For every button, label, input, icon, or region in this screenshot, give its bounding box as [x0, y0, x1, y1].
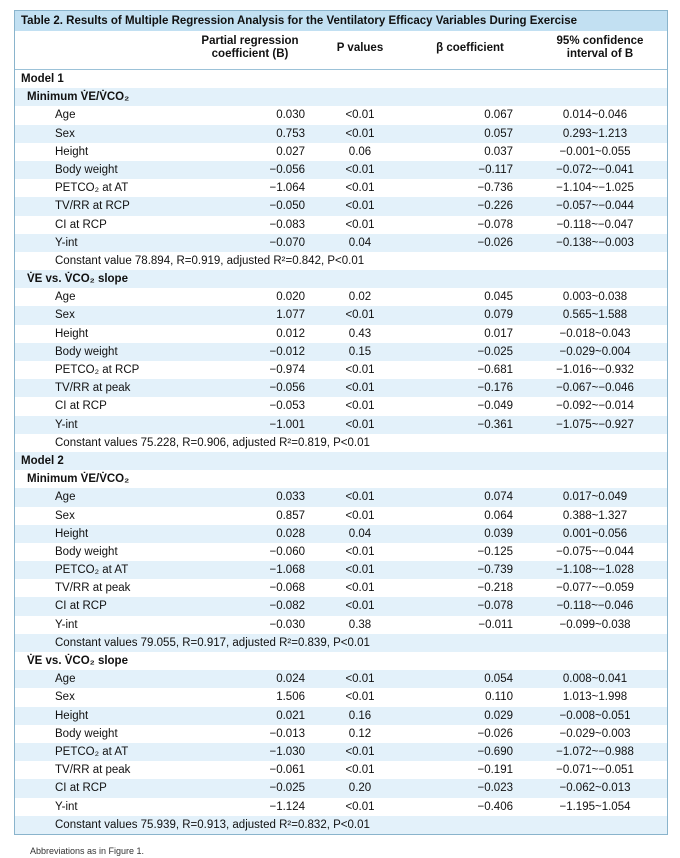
p-value: <0.01	[345, 109, 375, 122]
table-row	[15, 652, 667, 670]
variable-label: Sex	[55, 309, 75, 322]
table-row	[15, 597, 667, 615]
p-value: 0.04	[348, 527, 372, 540]
table-body	[15, 70, 667, 834]
variable-label: Y-int	[55, 418, 78, 431]
beta-value: −0.049	[477, 400, 513, 413]
partial-regression-value: −0.013	[269, 727, 305, 740]
partial-regression-value: −0.050	[269, 200, 305, 213]
table-row	[15, 507, 667, 525]
p-value: 0.12	[348, 727, 372, 740]
variable-label: Sex	[55, 691, 75, 704]
p-value: 0.04	[348, 236, 372, 249]
variable-label: Age	[55, 673, 76, 686]
table-row	[15, 88, 667, 106]
table-row	[15, 234, 667, 252]
beta-value: 0.067	[484, 109, 513, 122]
variable-label: Y-int	[55, 618, 78, 631]
partial-regression-value: 0.857	[276, 509, 305, 522]
variable-label: Age	[55, 491, 76, 504]
p-value: <0.01	[345, 163, 375, 176]
table-row	[15, 488, 667, 506]
header-confidence-interval: 95% confidence interval of B	[556, 35, 644, 60]
confidence-interval-value: −0.092~−0.014	[556, 400, 634, 413]
beta-value: −0.736	[477, 182, 513, 195]
confidence-interval-value: −0.071~−0.051	[556, 764, 634, 777]
beta-value: −0.125	[477, 545, 513, 558]
p-value: <0.01	[345, 673, 375, 686]
table-row	[15, 361, 667, 379]
partial-regression-value: 0.020	[276, 291, 305, 304]
table-row	[15, 452, 667, 470]
partial-regression-value: −0.083	[269, 218, 305, 231]
beta-value: 0.054	[484, 673, 513, 686]
beta-value: −0.117	[478, 163, 513, 176]
partial-regression-value: 0.024	[276, 673, 305, 686]
table-row	[15, 161, 667, 179]
p-value: <0.01	[345, 745, 375, 758]
variable-label: Height	[55, 145, 89, 158]
confidence-interval-value: −1.075~−0.927	[556, 418, 634, 431]
confidence-interval-value: 0.293~1.213	[562, 127, 628, 140]
p-value: <0.01	[345, 200, 375, 213]
p-value: <0.01	[345, 564, 375, 577]
p-value: 0.38	[348, 618, 372, 631]
table-row	[15, 197, 667, 215]
table-row	[15, 179, 667, 197]
variable-label: TV/RR at peak	[55, 382, 131, 395]
confidence-interval-value: −1.108~−1.028	[556, 564, 634, 577]
variable-label: Body weight	[55, 727, 118, 740]
table-row	[15, 743, 667, 761]
confidence-interval-value: −0.018~0.043	[559, 327, 631, 340]
table-row	[15, 325, 667, 343]
partial-regression-value: −0.030	[269, 618, 305, 631]
beta-value: −0.739	[477, 564, 513, 577]
table-row	[15, 779, 667, 797]
confidence-interval-value: −1.016~−0.932	[556, 364, 634, 376]
partial-regression-value: 0.030	[276, 109, 305, 122]
p-value: 0.02	[348, 291, 372, 304]
confidence-interval-value: 0.008~0.041	[562, 673, 628, 686]
header-partial-regression: Partial regression coefficient (B)	[201, 35, 299, 60]
table-row	[15, 288, 667, 306]
p-value: <0.01	[345, 127, 375, 140]
beta-value: −0.176	[477, 382, 513, 395]
beta-value: −0.011	[478, 618, 513, 631]
p-value: <0.01	[345, 545, 375, 558]
table-row	[15, 397, 667, 415]
variable-label: Sex	[55, 127, 75, 140]
beta-value: −0.023	[477, 782, 513, 795]
p-value: <0.01	[345, 309, 375, 322]
confidence-interval-value: −0.057~−0.044	[556, 200, 634, 213]
confidence-interval-value: −0.099~0.038	[559, 618, 631, 631]
confidence-interval-value: −0.118~−0.046	[556, 600, 634, 613]
p-value: <0.01	[345, 182, 375, 195]
table-row	[15, 616, 667, 634]
variable-label: TV/RR at peak	[55, 764, 131, 777]
confidence-interval-value: −0.001~0.055	[559, 145, 631, 158]
p-value: <0.01	[345, 582, 375, 595]
table-row	[15, 561, 667, 579]
table-row	[15, 816, 667, 834]
variable-label: Height	[55, 327, 89, 340]
outcome-heading: Minimum V̇E/V̇CO₂	[27, 91, 130, 104]
partial-regression-value: −0.068	[269, 582, 305, 595]
confidence-interval-value: −0.072~−0.041	[556, 163, 634, 176]
constant-summary: Constant values 75.939, R=0.913, adjusted R²=0.832, P<0.01	[55, 818, 370, 831]
partial-regression-value: −0.974	[269, 364, 305, 376]
confidence-interval-value: 0.388~1.327	[562, 509, 628, 522]
confidence-interval-value: −0.029~0.004	[559, 345, 631, 358]
beta-value: 0.017	[484, 327, 513, 340]
partial-regression-value: −0.060	[269, 545, 305, 558]
p-value: <0.01	[345, 218, 375, 231]
confidence-interval-value: −0.062~0.013	[559, 782, 631, 795]
table-row	[15, 725, 667, 743]
constant-summary: Constant value 78.894, R=0.919, adjusted R²=0.842, P<0.01	[55, 254, 365, 267]
outcome-heading: V̇E vs. V̇CO₂ slope	[27, 655, 128, 667]
beta-value: −0.690	[477, 745, 513, 758]
confidence-interval-value: −1.104~−1.025	[556, 182, 634, 195]
variable-label: CI at RCP	[55, 400, 107, 413]
partial-regression-value: 0.021	[276, 709, 305, 722]
table-row	[15, 379, 667, 397]
table-row	[15, 707, 667, 725]
partial-regression-value: −0.056	[269, 163, 305, 176]
variable-label: PETCO₂ at AT	[55, 745, 129, 758]
variable-label: Age	[55, 291, 76, 304]
partial-regression-value: −0.056	[269, 382, 305, 395]
confidence-interval-value: −0.067~−0.046	[556, 382, 634, 395]
table-row	[15, 798, 667, 816]
beta-value: −0.226	[477, 200, 513, 213]
partial-regression-value: −0.012	[269, 345, 305, 358]
variable-label: CI at RCP	[55, 782, 107, 795]
p-value: 0.06	[348, 145, 372, 158]
beta-value: 0.045	[484, 291, 513, 304]
p-value: 0.15	[348, 345, 372, 358]
partial-regression-value: −1.068	[269, 564, 305, 577]
p-value: <0.01	[345, 600, 375, 613]
partial-regression-value: −0.070	[269, 236, 305, 249]
variable-label: Body weight	[55, 163, 118, 176]
table-row	[15, 106, 667, 124]
beta-value: 0.037	[484, 145, 513, 158]
partial-regression-value: −1.124	[269, 800, 305, 813]
p-value: <0.01	[345, 691, 375, 704]
model-heading: Model 1	[21, 73, 64, 85]
beta-value: −0.681	[477, 364, 513, 376]
p-value: <0.01	[345, 418, 375, 431]
p-value: <0.01	[345, 382, 375, 395]
partial-regression-value: −1.064	[269, 182, 305, 195]
variable-label: Body weight	[55, 345, 118, 358]
variable-label: Body weight	[55, 545, 118, 558]
table-row	[15, 125, 667, 143]
partial-regression-value: 0.033	[276, 491, 305, 504]
variable-label: Sex	[55, 509, 75, 522]
variable-label: Y-int	[55, 800, 78, 813]
confidence-interval-value: −0.075~−0.044	[556, 545, 634, 558]
table-row	[15, 270, 667, 288]
p-value: <0.01	[345, 509, 375, 522]
partial-regression-value: 1.506	[276, 691, 305, 704]
beta-value: −0.078	[477, 600, 513, 613]
table-row	[15, 416, 667, 434]
table-row	[15, 688, 667, 706]
table-row	[15, 634, 667, 652]
beta-value: 0.074	[484, 491, 513, 504]
table-row	[15, 216, 667, 234]
table-row	[15, 343, 667, 361]
p-value: <0.01	[345, 491, 375, 504]
table-row	[15, 70, 667, 88]
beta-value: −0.218	[477, 582, 513, 595]
table-row	[15, 434, 667, 452]
beta-value: 0.029	[484, 709, 513, 722]
variable-label: CI at RCP	[55, 600, 107, 613]
partial-regression-value: −0.082	[269, 600, 305, 613]
variable-label: Y-int	[55, 236, 78, 249]
table-row	[15, 252, 667, 270]
variable-label: Height	[55, 709, 89, 722]
table-row	[15, 543, 667, 561]
table-row	[15, 306, 667, 324]
p-value: <0.01	[345, 364, 375, 376]
partial-regression-value: −0.061	[269, 764, 305, 777]
variable-label: Height	[55, 527, 89, 540]
variable-label: PETCO₂ at RCP	[55, 364, 140, 376]
model-heading: Model 2	[21, 454, 64, 467]
p-value: <0.01	[345, 764, 375, 777]
constant-summary: Constant values 79.055, R=0.917, adjusted R²=0.839, P<0.01	[55, 636, 370, 649]
table-row	[15, 525, 667, 543]
header-p-values: P values	[336, 42, 384, 54]
beta-value: −0.025	[477, 345, 513, 358]
variable-label: TV/RR at peak	[55, 582, 131, 595]
table-header	[15, 31, 667, 70]
table-title: Table 2. Results of Multiple Regression Analysis for the Ventilatory Efficacy Variables During Exercise	[15, 11, 667, 31]
confidence-interval-value: 1.013~1.998	[562, 691, 628, 704]
confidence-interval-value: −1.195~1.054	[559, 800, 631, 813]
beta-value: −0.026	[477, 727, 513, 740]
confidence-interval-value: −0.118~−0.047	[556, 218, 634, 231]
variable-label: Age	[55, 109, 76, 122]
beta-value: −0.078	[477, 218, 513, 231]
partial-regression-value: −0.025	[269, 782, 305, 795]
p-value: 0.20	[348, 782, 372, 795]
variable-label: TV/RR at RCP	[55, 200, 130, 213]
partial-regression-value: 0.012	[276, 327, 305, 340]
variable-label: PETCO₂ at AT	[55, 182, 129, 195]
partial-regression-value: −1.030	[269, 745, 305, 758]
beta-value: 0.110	[485, 691, 513, 704]
table-row	[15, 470, 667, 488]
partial-regression-value: 0.027	[276, 145, 305, 158]
table-row	[15, 670, 667, 688]
variable-label: PETCO₂ at AT	[55, 564, 129, 577]
confidence-interval-value: 0.001~0.056	[562, 527, 628, 540]
partial-regression-value: 1.077	[276, 309, 305, 322]
p-value: <0.01	[345, 400, 375, 413]
beta-value: −0.361	[477, 418, 513, 431]
confidence-interval-value: −1.072~−0.988	[556, 745, 634, 758]
table-footnote: Abbreviations as in Figure 1.	[30, 846, 145, 856]
confidence-interval-value: 0.003~0.038	[562, 291, 628, 304]
variable-label: CI at RCP	[55, 218, 107, 231]
confidence-interval-value: 0.017~0.049	[562, 491, 628, 504]
constant-summary: Constant values 75.228, R=0.906, adjusted R²=0.819, P<0.01	[55, 436, 370, 449]
confidence-interval-value: −0.029~0.003	[559, 727, 631, 740]
p-value: <0.01	[345, 800, 375, 813]
confidence-interval-value: −0.008~0.051	[559, 709, 631, 722]
confidence-interval-value: 0.565~1.588	[562, 309, 628, 322]
beta-value: 0.039	[484, 527, 513, 540]
partial-regression-value: 0.753	[276, 127, 305, 140]
partial-regression-value: −0.053	[269, 400, 305, 413]
beta-value: −0.191	[477, 764, 513, 777]
confidence-interval-value: −0.077~−0.059	[556, 582, 634, 595]
table-row	[15, 761, 667, 779]
p-value: 0.43	[348, 327, 372, 340]
outcome-heading: V̇E vs. V̇CO₂ slope	[27, 273, 128, 286]
header-beta-coefficient: β coefficient	[436, 42, 504, 54]
partial-regression-value: 0.028	[276, 527, 305, 540]
beta-value: 0.064	[484, 509, 513, 522]
confidence-interval-value: −0.138~−0.003	[556, 236, 634, 249]
regression-table	[14, 10, 668, 835]
beta-value: −0.406	[477, 800, 513, 813]
beta-value: 0.079	[484, 309, 513, 322]
table-row	[15, 579, 667, 597]
confidence-interval-value: 0.014~0.046	[562, 109, 628, 122]
beta-value: 0.057	[484, 127, 513, 140]
p-value: 0.16	[348, 709, 372, 722]
beta-value: −0.026	[477, 236, 513, 249]
table-row	[15, 143, 667, 161]
outcome-heading: Minimum V̇E/V̇CO₂	[27, 473, 130, 486]
partial-regression-value: −1.001	[269, 418, 305, 431]
